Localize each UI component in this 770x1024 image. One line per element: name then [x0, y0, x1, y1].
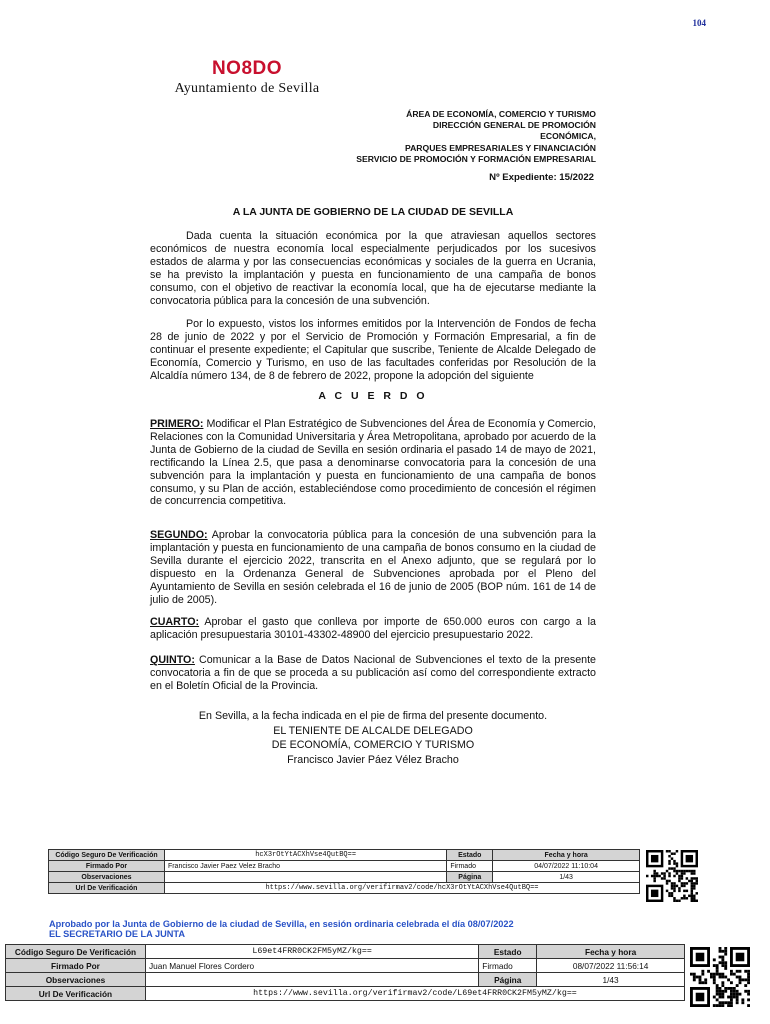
fecha-value: 04/07/2022 11:10:04 [493, 861, 640, 872]
expediente-number: Nº Expediente: 15/2022 [489, 172, 594, 183]
acuerdo-title: A C U E R D O [318, 390, 428, 402]
department-line: PARQUES EMPRESARIALES Y FINANCIACIÓN [405, 142, 596, 153]
paragraph-intro [150, 230, 596, 307]
csv-value: hcX3rOtYtACXhVse4QutBQ== [164, 850, 446, 861]
estado-label: Estado [447, 850, 493, 861]
clause-key: CUARTO: [150, 616, 200, 628]
paragraph-text: Dada cuenta la situación económica por la que atraviesan aquellos sectores económicos de nuestra economía local especialmente perjudicados por los sucesivos estados de alarma y por las consecuencias económicas y sociales de la guerra en Ucrania, se ha previsto la implantación y puesta en funcionamiento de una campaña de bonos consumo, con el objetivo de reactivar la economía local, que ha de ejecutarse mediante la convocatoria pública para la concesión de una subvención. [150, 230, 596, 307]
verification-table-1 [48, 849, 640, 894]
verification-url[interactable]: https://www.sevilla.org/verifirmav2/code/L69et4FRR0CK2FM5yMZ/kg== [145, 987, 684, 1001]
logo-text: Ayuntamiento de Sevilla [174, 81, 320, 96]
observaciones-value [145, 973, 478, 987]
signature-block [150, 709, 596, 767]
pagina-value: 1/43 [537, 973, 685, 987]
department-line: DIRECCIÓN GENERAL DE PROMOCIÓN [432, 120, 596, 131]
clause-quinto [150, 654, 596, 693]
qr-code-icon [646, 850, 698, 902]
pagina-value: 1/43 [493, 872, 640, 883]
clause-text: Aprobar el gasto que conlleva por importe de 650.000 euros con cargo a la aplicación presupuestaria 30101-43302-48900 del ejercicio presupuestario 2022. [150, 616, 596, 641]
fecha-label: Fecha y hora [537, 945, 685, 959]
csv-value: L69et4FRR0CK2FM5yMZ/kg== [145, 945, 478, 959]
paragraph-text: Por lo expuesto, vistos los informes emitidos por la Intervención de Fondos de fecha 28 de junio de 2022 y por el Servicio de Promoción y Formación Empresarial, a fin de continuar el presente expediente; el Capitular que suscribe, Teniente de Alcalde Delegado de Economía, Comercio y Turismo, en uso de las facultades conferidas por Resolución de la Alcaldía número 134, de 8 de febrero de 2022, propone la adopción del siguiente [150, 318, 596, 382]
firmado-label: Firmado Por [49, 861, 165, 872]
department-line: ECONÓMICA, [540, 131, 596, 142]
department-header [266, 109, 596, 165]
pagina-label: Página [479, 973, 537, 987]
signature-title: DE ECONOMÍA, COMERCIO Y TURISMO [271, 739, 475, 751]
clause-key: SEGUNDO: [150, 529, 208, 541]
firmado-value: Juan Manuel Flores Cordero [145, 959, 478, 973]
estado-label: Estado [479, 945, 537, 959]
verification-url[interactable]: https://www.sevilla.org/verifirmav2/code/hcX3rOtYtACXhVse4QutBQ== [164, 883, 639, 894]
department-line: SERVICIO DE PROMOCIÓN Y FORMACIÓN EMPRESARIAL [356, 153, 596, 164]
estado-value: Firmado [447, 861, 493, 872]
signature-title: EL TENIENTE DE ALCALDE DELEGADO [273, 724, 473, 737]
clause-text: Comunicar a la Base de Datos Nacional de Subvenciones el texto de la presente convocatoria a fin de que se proceda a su publicación así como del correspondiente extracto en el Boletín Oficial de la Provincia. [150, 654, 596, 692]
approval-text: Aprobado por la Junta de Gobierno de la ciudad de Sevilla, en sesión ordinaria celebrada el día 08/07/2022 [49, 919, 514, 929]
signature-name: Francisco Javier Páez Vélez Bracho [287, 753, 459, 766]
observaciones-label: Observaciones [6, 973, 146, 987]
department-line: ÁREA DE ECONOMÍA, COMERCIO Y TURISMO [406, 109, 596, 119]
page-number: 104 [692, 18, 706, 28]
csv-label: Código Seguro De Verificación [6, 945, 146, 959]
clause-text: Modificar el Plan Estratégico de Subvenciones del Área de Economía y Comercio, Relaciones con la Comunidad Universitaria y Área Metropolitana, aprobado por acuerdo de la Junta de Gobierno de la ciudad de Sevilla en sesión ordinaria el pasado 14 de mayo de 2021, rectificando la Línea 2.5, que pasa a denominarse convocatoria para la concesión de una subvención para la implantación y puesta en funcionamiento de una campaña de bonos consumo, y su Plan de acción, estableciéndose como procedimiento de concesión el régimen de concurrencia competitiva. [150, 418, 596, 508]
url-label: Url De Verificación [6, 987, 146, 1001]
estado-value: Firmado [479, 959, 537, 973]
clause-key: PRIMERO: [150, 418, 204, 430]
observaciones-value [164, 872, 446, 883]
clause-segundo [150, 529, 596, 606]
qr-code-icon [690, 947, 750, 1007]
firmado-label: Firmado Por [6, 959, 146, 973]
signature-place: En Sevilla, a la fecha indicada en el pie de firma del presente documento. [198, 710, 548, 722]
approval-signer: EL SECRETARIO DE LA JUNTA [49, 929, 185, 939]
clause-key: QUINTO: [150, 654, 195, 666]
approval-note [49, 919, 514, 939]
paragraph-proposal [150, 318, 596, 383]
url-label: Url De Verificación [49, 883, 165, 894]
csv-label: Código Seguro De Verificación [49, 850, 165, 861]
logo-mark: NO8DO [211, 58, 283, 79]
firmado-value: Francisco Javier Paez Velez Bracho [164, 861, 446, 872]
observaciones-label: Observaciones [49, 872, 165, 883]
fecha-label: Fecha y hora [493, 850, 640, 861]
verification-table-2 [5, 944, 685, 1001]
clause-primero [150, 418, 596, 508]
clause-cuarto [150, 616, 596, 642]
document-heading: A LA JUNTA DE GOBIERNO DE LA CIUDAD DE SEVILLA [232, 206, 514, 218]
ayuntamiento-logo [152, 58, 342, 97]
fecha-value: 08/07/2022 11:56:14 [537, 959, 685, 973]
clause-text: Aprobar la convocatoria pública para la concesión de una subvención para la implantación y puesta en funcionamiento de una campaña de bonos consumo en la ciudad de Sevilla durante el ejercicio 2022, transcrita en el Anexo adjunto, que se regulará por lo dispuesto en la Ordenanza General de Subvenciones aprobada por el Pleno del Ayuntamiento de Sevilla en sesión celebrada el 16 de junio de 2005 (BOP núm. 161 de 14 de julio de 2005). [150, 529, 596, 606]
pagina-label: Página [447, 872, 493, 883]
